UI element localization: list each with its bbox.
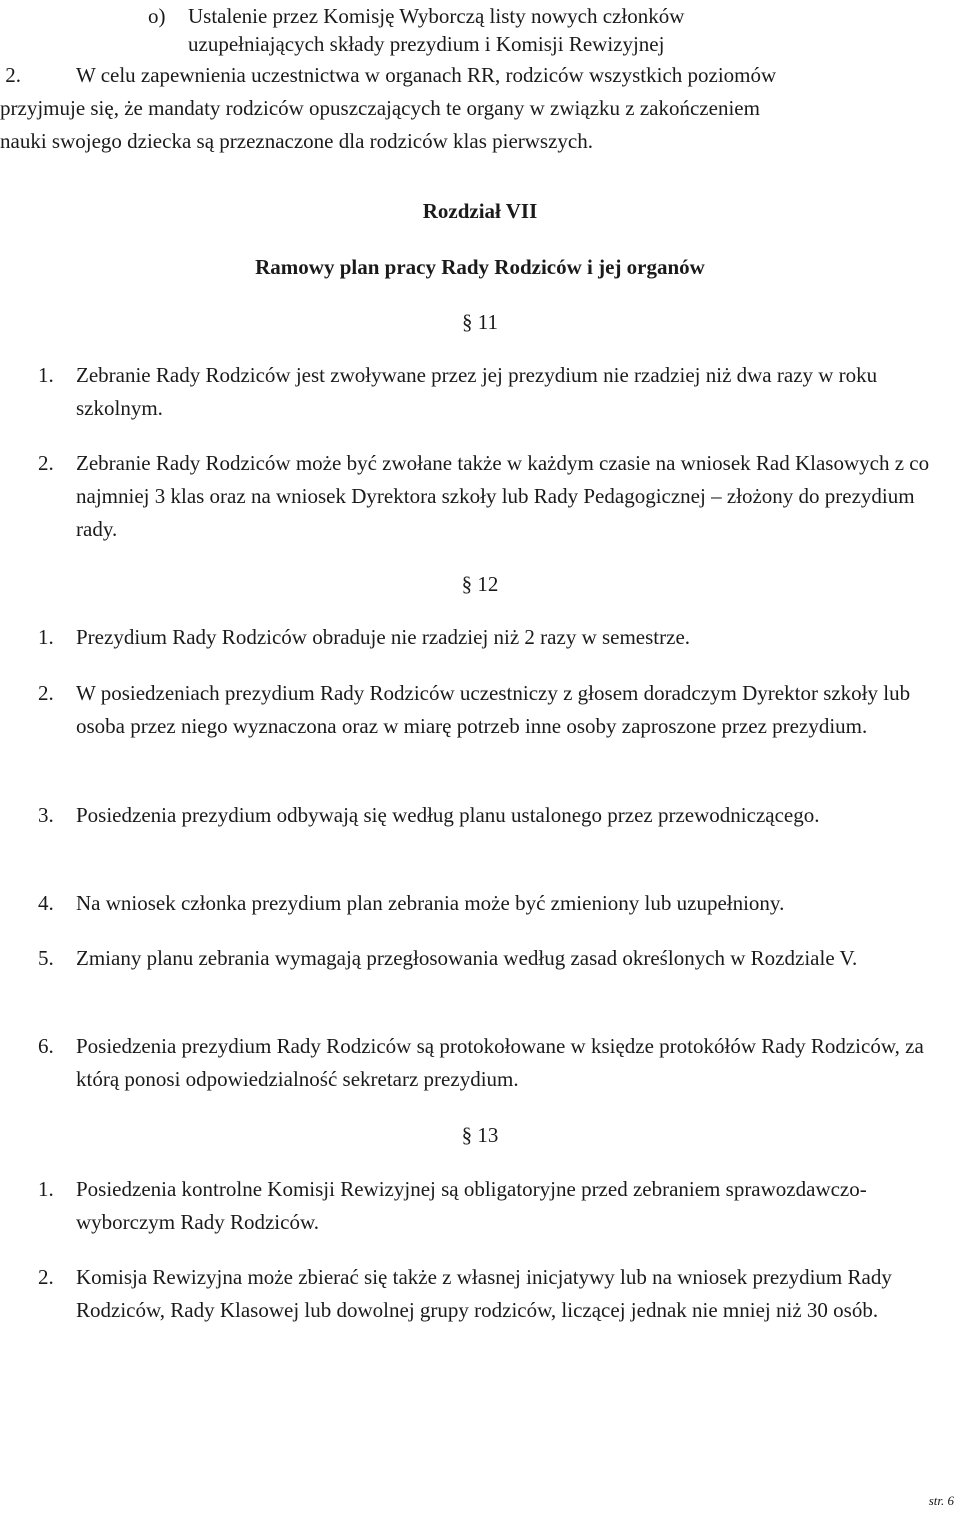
list-item <box>38 1030 956 1096</box>
list-item-text: Zebranie Rady Rodziców może być zwołane także w każdym czasie na wniosek Rad Klasowych z co najmniej 3 klas oraz na wniosek Dyrektora szkoły lub Rady Pedagogicznej – złożony do prezydium rady. <box>76 451 930 541</box>
list-item-text: Prezydium Rady Rodziców obraduje nie rzadziej niż 2 razy w semestrze. <box>76 625 691 649</box>
list-item-2-line-3: nauki swojego dziecka są przeznaczone dla rodziców klas pierwszych. <box>0 129 593 153</box>
chapter-number: Rozdział VII <box>422 199 538 223</box>
list-item-text: W posiedzeniach prezydium Rady Rodziców uczestniczy z głosem doradczym Dyrektor szkoły lub osoba przez niego wyznaczona oraz w miarę potrzeb inne osoby zaproszone przez prezydium. <box>76 681 911 738</box>
list-item-text: Posiedzenia prezydium Rady Rodziców są protokołowane w księdze protokółów Rady Rodziców, za którą ponosi odpowiedzialność sekretarz prezydium. <box>76 1034 924 1091</box>
list-item-number: 6. <box>38 1034 54 1058</box>
list-item-text: Na wniosek członka prezydium plan zebrania może być zmieniony lub uzupełniony. <box>76 891 785 915</box>
list-item-o-marker: o) <box>148 4 166 28</box>
list-item-text: Komisja Rewizyjna może zbierać się także z własnej inicjatywy lub na wniosek prezydium Rady Rodziców, Rady Klasowej lub dowolnej grupy rodziców, liczącej jednak nie mniej niż 30 osób. <box>76 1265 892 1322</box>
list-item-text: Zmiany planu zebrania wymagają przegłosowania według zasad określonych w Rozdziale V. <box>76 946 858 970</box>
list-item-number: 2. <box>38 681 54 705</box>
list-item-number: 4. <box>38 891 54 915</box>
list-item-2-line-2: przyjmuje się, że mandaty rodziców opuszczających te organy w związku z zakończeniem <box>0 96 760 120</box>
list-item-number: 1. <box>38 625 54 649</box>
list-item <box>38 677 956 743</box>
list-item <box>38 887 956 920</box>
list-item-number: 1. <box>38 363 54 387</box>
section-sign-12: § 12 <box>461 572 499 596</box>
list-item-number: 5. <box>38 946 54 970</box>
list-item-o-line-2: uzupełniających składy prezydium i Komisji Rewizyjnej <box>188 32 665 56</box>
list-item-number: 2. <box>38 451 54 475</box>
section-sign-13: § 13 <box>461 1123 499 1147</box>
section-sign-11: § 11 <box>462 310 498 334</box>
chapter-title: Ramowy plan pracy Rady Rodziców i jej organów <box>255 255 705 279</box>
list-item-2-line-1: W celu zapewnienia uczestnictwa w organach RR, rodziców wszystkich poziomów <box>76 63 777 87</box>
list-item-number: 1. <box>38 1177 54 1201</box>
list-item-2-first-line <box>0 59 960 92</box>
list-item <box>38 447 956 546</box>
list-item <box>38 799 956 832</box>
list-item-number: 3. <box>38 803 54 827</box>
page-number: str. 6 <box>928 1493 954 1508</box>
list-item-text: Posiedzenia kontrolne Komisji Rewizyjnej są obligatoryjne przed zebraniem sprawozdawczo-wyborczym Rady Rodziców. <box>76 1177 867 1234</box>
list-item-2-number: 2. <box>5 63 21 87</box>
list-item-text: Posiedzenia prezydium odbywają się według planu ustalonego przez przewodniczącego. <box>76 803 820 827</box>
list-item <box>38 359 956 425</box>
list-item-o-line-1: Ustalenie przez Komisję Wyborczą listy nowych członków <box>188 4 685 28</box>
list-item-text: Zebranie Rady Rodziców jest zwoływane przez jej prezydium nie rzadziej niż dwa razy w roku szkolnym. <box>76 363 878 420</box>
list-item <box>38 1173 956 1239</box>
list-item <box>38 621 956 654</box>
list-item-number: 2. <box>38 1265 54 1289</box>
list-item <box>38 1261 956 1327</box>
list-item <box>38 942 956 975</box>
